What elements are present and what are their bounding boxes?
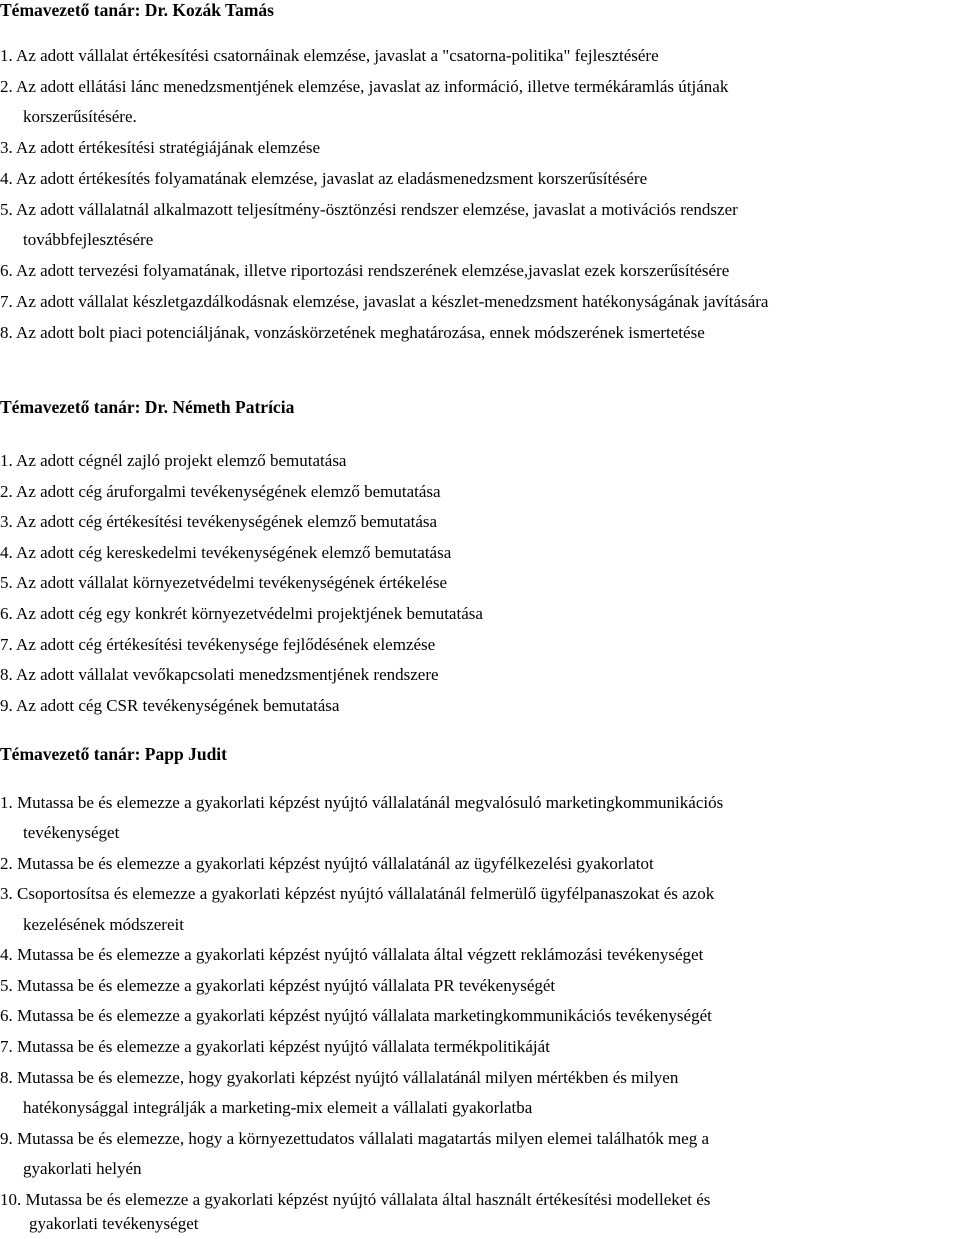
list-item: 6. Az adott tervezési folyamatának, illetve riportozási rendszerének elemzése,javaslat ezek korszerűsítésére bbox=[0, 261, 730, 280]
list-item-continuation: tevékenységet bbox=[23, 823, 120, 842]
list-item: 3. Az adott cég értékesítési tevékenységének elemző bemutatása bbox=[0, 512, 438, 531]
list-item: 8. Mutassa be és elemezze, hogy gyakorlati képzést nyújtó vállalatánál milyen mértékben és milyen bbox=[0, 1068, 679, 1087]
list-item: 4. Az adott cég kereskedelmi tevékenységének elemző bemutatása bbox=[0, 543, 452, 562]
list-item-continuation: kezelésének módszereit bbox=[23, 915, 184, 934]
list-item-continuation: gyakorlati helyén bbox=[23, 1159, 142, 1178]
list-item: 2. Az adott ellátási lánc menedzsmentjének elemzése, javaslat az információ, illetve termékáramlás útjának bbox=[0, 77, 729, 96]
list-item-continuation: gyakorlati tevékenységet bbox=[29, 1214, 199, 1233]
list-item: 1. Az adott cégnél zajló projekt elemző bemutatása bbox=[0, 451, 347, 470]
list-item: 8. Az adott vállalat vevőkapcsolati menedzsmentjének rendszere bbox=[0, 665, 439, 684]
list-item-continuation: továbbfejlesztésére bbox=[23, 230, 154, 249]
section-heading-nemeth: Témavezető tanár: Dr. Németh Patrícia bbox=[0, 397, 295, 417]
list-item: 3. Csoportosítsa és elemezze a gyakorlati képzést nyújtó vállalatánál felmerülő ügyfélpanaszokat és azok bbox=[0, 884, 715, 903]
list-item: 8. Az adott bolt piaci potenciáljának, vonzáskörzetének meghatározása, ennek módszerének ismertetése bbox=[0, 323, 705, 342]
list-item: 7. Az adott vállalat készletgazdálkodásnak elemzése, javaslat a készlet-menedzsment hatékonyságának javítására bbox=[0, 292, 769, 311]
list-item: 3. Az adott értékesítési stratégiájának elemzése bbox=[0, 138, 321, 157]
list-item: 9. Az adott cég CSR tevékenységének bemutatása bbox=[0, 696, 340, 715]
list-item: 6. Az adott cég egy konkrét környezetvédelmi projektjének bemutatása bbox=[0, 604, 483, 623]
list-item: 1. Az adott vállalat értékesítési csatornáinak elemzése, javaslat a "csatorna-politika" fejlesztésére bbox=[0, 46, 659, 65]
section-heading-kozak: Témavezető tanár: Dr. Kozák Tamás bbox=[0, 0, 274, 20]
list-item-continuation: hatékonysággal integrálják a marketing-mix elemeit a vállalati gyakorlatba bbox=[23, 1098, 533, 1117]
list-item: 4. Az adott értékesítés folyamatának elemzése, javaslat az eladásmenedzsment korszerűsítésére bbox=[0, 169, 648, 188]
list-item: 10. Mutassa be és elemezze a gyakorlati képzést nyújtó vállalata által használt értékesítési modelleket és bbox=[0, 1190, 711, 1209]
list-item: 1. Mutassa be és elemezze a gyakorlati képzést nyújtó vállalatánál megvalósuló marketingkommunikációs bbox=[0, 793, 724, 812]
list-item: 7. Az adott cég értékesítési tevékenysége fejlődésének elemzése bbox=[0, 635, 436, 654]
list-item: 5. Mutassa be és elemezze a gyakorlati képzést nyújtó vállalata PR tevékenységét bbox=[0, 976, 556, 995]
list-item: 2. Az adott cég áruforgalmi tevékenységének elemző bemutatása bbox=[0, 482, 441, 501]
section-heading-papp: Témavezető tanár: Papp Judit bbox=[0, 744, 227, 764]
list-item-continuation: korszerűsítésére. bbox=[23, 107, 137, 126]
list-item: 5. Az adott vállalat környezetvédelmi tevékenységének értékelése bbox=[0, 573, 447, 592]
list-item: 5. Az adott vállalatnál alkalmazott teljesítmény-ösztönzési rendszer elemzése, javaslat a motivációs rendszer bbox=[0, 200, 738, 219]
list-item: 6. Mutassa be és elemezze a gyakorlati képzést nyújtó vállalata marketingkommunikációs tevékenységét bbox=[0, 1006, 712, 1025]
list-item: 7. Mutassa be és elemezze a gyakorlati képzést nyújtó vállalata termékpolitikáját bbox=[0, 1037, 550, 1056]
list-item: 2. Mutassa be és elemezze a gyakorlati képzést nyújtó vállalatánál az ügyfélkezelési gyakorlatot bbox=[0, 854, 654, 873]
list-item: 9. Mutassa be és elemezze, hogy a környezettudatos vállalati magatartás milyen elemei találhatók meg a bbox=[0, 1129, 710, 1148]
list-item: 4. Mutassa be és elemezze a gyakorlati képzést nyújtó vállalata által végzett reklámozási tevékenységet bbox=[0, 945, 704, 964]
